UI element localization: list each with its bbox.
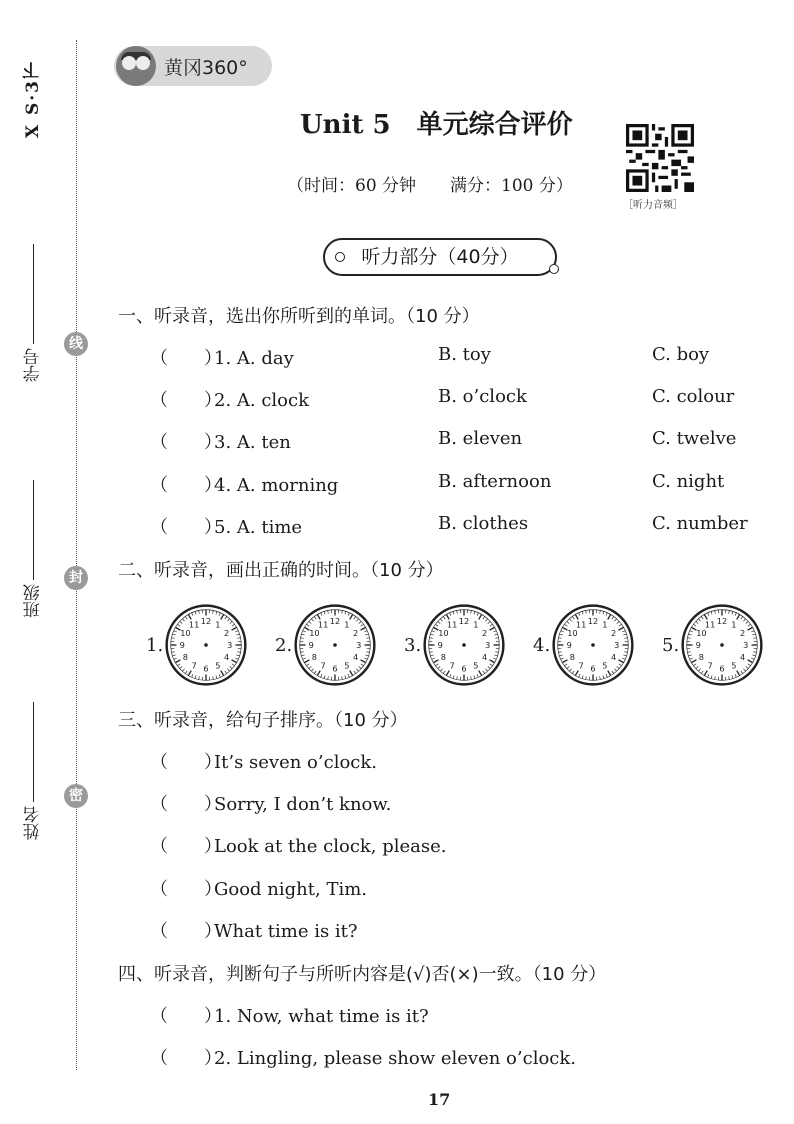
svg-text:5: 5	[473, 660, 479, 671]
edition-code: X S·3下	[23, 60, 43, 139]
svg-text:5: 5	[602, 660, 608, 671]
svg-text:3: 3	[614, 639, 620, 650]
sentence: Good night, Tim.	[214, 879, 367, 900]
svg-text:6: 6	[719, 663, 725, 674]
svg-text:8: 8	[569, 651, 576, 662]
option-a: 5. A. time	[214, 517, 303, 538]
svg-text:5: 5	[731, 660, 737, 671]
clock-number: 2.	[275, 634, 293, 656]
svg-text:8: 8	[311, 651, 318, 662]
svg-text:4: 4	[611, 651, 617, 662]
svg-text:1: 1	[473, 619, 479, 630]
svg-text:1: 1	[344, 619, 350, 630]
option-b: B. afternoon	[438, 471, 552, 492]
svg-text:1: 1	[602, 619, 608, 630]
svg-text:8: 8	[440, 651, 447, 662]
sentence: 2. Lingling, please show eleven o’clock.	[214, 1048, 577, 1069]
part4-heading: 四、听录音，判断句子与所听内容是(√)否(×)一致。（10 分）	[118, 964, 607, 985]
svg-text:6: 6	[590, 663, 596, 674]
svg-text:3: 3	[356, 639, 362, 650]
svg-text:6: 6	[461, 663, 467, 674]
name-line	[32, 702, 34, 802]
svg-text:12: 12	[329, 616, 341, 627]
qr-code-icon[interactable]	[624, 124, 696, 192]
option-b: B. eleven	[438, 428, 523, 449]
answer-blank[interactable]: （ ）	[150, 390, 222, 411]
svg-text:1: 1	[215, 619, 221, 630]
option-a: 4. A. morning	[214, 475, 339, 496]
class-field[interactable]	[18, 468, 48, 618]
clock-item-3	[404, 600, 505, 690]
svg-text:3: 3	[227, 639, 233, 650]
part4-item	[150, 1002, 429, 1028]
banner-text: 听力部分（40分）	[361, 246, 519, 268]
answer-blank[interactable]: （ ）	[150, 348, 222, 369]
clock-face-icon[interactable]	[552, 604, 634, 686]
svg-text:9: 9	[308, 639, 315, 650]
sentence: What time is it?	[214, 921, 358, 942]
clock-number: 4.	[533, 634, 551, 656]
brand-badge	[114, 46, 272, 86]
svg-text:11: 11	[576, 619, 587, 630]
svg-text:8: 8	[182, 651, 189, 662]
sentence: Sorry, I don’t know.	[214, 794, 392, 815]
part1-heading: 一、听录音，选出你所听到的单词。（10 分）	[118, 306, 480, 327]
part3-item	[150, 790, 391, 816]
svg-text:2: 2	[482, 627, 488, 638]
part3-item	[150, 832, 447, 858]
student-number-label: 学号	[23, 348, 44, 382]
clock-item-2	[275, 600, 376, 690]
svg-text:6: 6	[332, 663, 338, 674]
option-a: 1. A. day	[214, 348, 294, 369]
part3-item	[150, 748, 377, 774]
part1-item-4	[150, 471, 338, 497]
part3-heading: 三、听录音，给句子排序。（10 分）	[118, 710, 408, 731]
option-c: C. colour	[652, 386, 735, 407]
svg-text:6: 6	[203, 663, 209, 674]
answer-blank[interactable]: （ ）	[150, 475, 222, 496]
svg-text:3: 3	[743, 639, 749, 650]
option-a: 3. A. ten	[214, 432, 291, 453]
clock-number: 1.	[146, 634, 164, 656]
listening-section-banner	[323, 238, 557, 276]
answer-blank[interactable]: （ ）	[150, 1006, 222, 1027]
answer-blank[interactable]: （ ）	[150, 879, 222, 900]
name-field[interactable]	[18, 690, 48, 840]
part3-item	[150, 917, 358, 943]
option-c: C. boy	[652, 344, 710, 365]
part4-item	[150, 1044, 576, 1070]
seal-mark-secret: 密	[64, 784, 88, 808]
svg-text:4: 4	[740, 651, 746, 662]
seal-mark-seal: 封	[64, 566, 88, 590]
svg-text:7: 7	[449, 660, 455, 671]
clock-face-icon[interactable]	[165, 604, 247, 686]
sentence: 1. Now, what time is it?	[214, 1006, 429, 1027]
class-line	[32, 480, 34, 580]
answer-blank[interactable]: （ ）	[150, 432, 222, 453]
svg-text:12: 12	[458, 616, 470, 627]
option-c: C. night	[652, 471, 725, 492]
svg-text:11: 11	[705, 619, 716, 630]
answer-blank[interactable]: （ ）	[150, 836, 222, 857]
svg-text:12: 12	[716, 616, 728, 627]
svg-text:9: 9	[179, 639, 186, 650]
student-number-line	[32, 244, 34, 344]
svg-text:1: 1	[731, 619, 737, 630]
part3-item	[150, 875, 367, 901]
answer-blank[interactable]: （ ）	[150, 1048, 222, 1069]
page-number: 17	[428, 1090, 451, 1109]
svg-text:2: 2	[224, 627, 230, 638]
part1-item-1	[150, 344, 294, 370]
clock-number: 3.	[404, 634, 422, 656]
svg-text:9: 9	[695, 639, 702, 650]
clock-number: 5.	[662, 634, 680, 656]
clock-face-icon[interactable]	[423, 604, 505, 686]
sentence: Look at the clock, please.	[214, 836, 447, 857]
svg-text:4: 4	[353, 651, 359, 662]
svg-text:7: 7	[707, 660, 713, 671]
svg-text:10: 10	[309, 627, 320, 638]
clock-item-4	[533, 600, 634, 690]
svg-text:11: 11	[189, 619, 200, 630]
svg-text:10: 10	[696, 627, 707, 638]
svg-text:7: 7	[320, 660, 326, 671]
svg-text:2: 2	[353, 627, 359, 638]
svg-text:9: 9	[566, 639, 573, 650]
option-c: C. twelve	[652, 428, 737, 449]
svg-text:7: 7	[191, 660, 197, 671]
name-label: 姓名	[23, 806, 44, 840]
svg-text:10: 10	[567, 627, 578, 638]
answer-blank[interactable]: （ ）	[150, 794, 222, 815]
svg-text:12: 12	[200, 616, 212, 627]
svg-text:7: 7	[578, 660, 584, 671]
svg-text:12: 12	[587, 616, 599, 627]
answer-blank[interactable]: （ ）	[150, 752, 222, 773]
answer-blank[interactable]: （ ）	[150, 517, 222, 538]
sentence: It’s seven o’clock.	[214, 752, 377, 773]
option-a: 2. A. clock	[214, 390, 310, 411]
option-b: B. o’clock	[438, 386, 527, 407]
svg-text:2: 2	[740, 627, 746, 638]
svg-text:2: 2	[611, 627, 617, 638]
binding-dotted-line	[76, 40, 77, 1070]
svg-text:10: 10	[180, 627, 191, 638]
page-title: Unit 5 单元综合评价	[300, 110, 573, 140]
seal-mark-line: 线	[64, 332, 88, 356]
qr-label: ［听力音频］	[623, 200, 683, 211]
option-b: B. clothes	[438, 513, 529, 534]
clock-face-icon[interactable]	[294, 604, 376, 686]
banner-dot-right	[549, 264, 559, 274]
part2-heading: 二、听录音，画出正确的时间。（10 分）	[118, 560, 444, 581]
svg-text:5: 5	[215, 660, 221, 671]
svg-text:4: 4	[224, 651, 230, 662]
student-number-field[interactable]	[18, 232, 48, 382]
svg-text:11: 11	[318, 619, 329, 630]
brand-logo-icon	[116, 46, 156, 86]
brand-name: 黄冈360°	[164, 56, 248, 79]
part1-item-5	[150, 513, 302, 539]
part1-item-2	[150, 386, 309, 412]
exam-info: （时间：60 分钟 满分：100 分）	[287, 176, 573, 196]
svg-text:8: 8	[698, 651, 705, 662]
option-c: C. number	[652, 513, 748, 534]
clock-face-icon[interactable]	[681, 604, 763, 686]
svg-text:3: 3	[485, 639, 491, 650]
clock-item-5	[662, 600, 763, 690]
answer-blank[interactable]: （ ）	[150, 921, 222, 942]
svg-text:9: 9	[437, 639, 444, 650]
banner-dot-left	[335, 252, 345, 262]
svg-text:10: 10	[438, 627, 449, 638]
class-label: 班级	[23, 584, 44, 618]
svg-text:5: 5	[344, 660, 350, 671]
svg-text:4: 4	[482, 651, 488, 662]
clock-item-1	[146, 600, 247, 690]
option-b: B. toy	[438, 344, 491, 365]
svg-text:11: 11	[447, 619, 458, 630]
part1-item-3	[150, 428, 291, 454]
